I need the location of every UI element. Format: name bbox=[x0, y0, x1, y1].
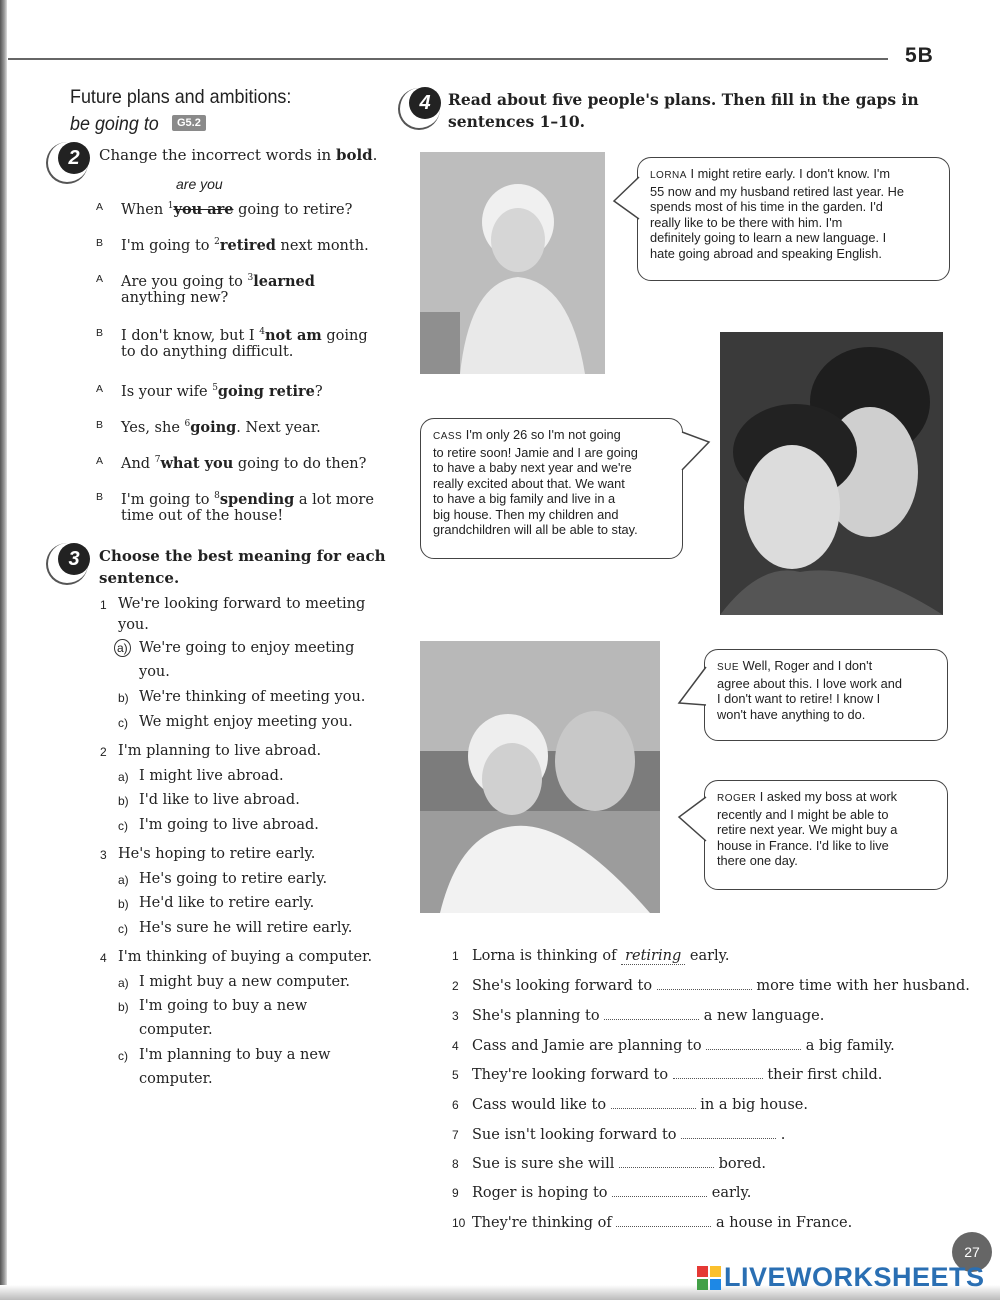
dialogue-text: When bbox=[121, 201, 168, 218]
incorrect-words: you are bbox=[173, 200, 234, 218]
dialogue-text: I don't know, but I bbox=[121, 327, 260, 344]
sentence-number: 9 bbox=[452, 1186, 459, 1200]
incorrect-words: not am bbox=[265, 326, 322, 344]
answer-gap-filled[interactable]: retiring bbox=[621, 948, 685, 965]
section-title: Future plans and ambitions: bbox=[70, 86, 292, 108]
question-text: We're looking forward to meeting bbox=[118, 596, 366, 612]
gap-number: 6 bbox=[184, 419, 191, 429]
sentence-number: 6 bbox=[452, 1098, 459, 1112]
sentence-text: She's looking forward to bbox=[472, 978, 657, 994]
dialogue-text: ? bbox=[314, 383, 323, 400]
sentence-text: Sue isn't looking forward to bbox=[472, 1127, 682, 1143]
bubble-text-line bbox=[433, 445, 670, 461]
fill-sentence bbox=[452, 1065, 882, 1085]
bubble-text-line bbox=[717, 807, 935, 823]
grammar-reference-badge: G5.2 bbox=[172, 115, 206, 131]
dialogue-speaker: A bbox=[96, 455, 104, 467]
bubble-text-line bbox=[650, 230, 937, 246]
sentence-text: Sue is sure she will bbox=[472, 1156, 619, 1172]
speech-bubble-tail bbox=[612, 175, 640, 223]
sentence-text: They're looking forward to bbox=[472, 1067, 673, 1083]
sentence-number: 8 bbox=[452, 1157, 459, 1171]
bubble-text-line bbox=[433, 476, 670, 492]
photo-lorna-figure bbox=[420, 152, 605, 374]
bubble-text-line bbox=[650, 215, 937, 231]
option-text[interactable]: We're thinking of meeting you. bbox=[139, 689, 366, 705]
speaker-name: ROGER bbox=[717, 793, 757, 804]
liveworksheets-logo-icon bbox=[697, 1266, 721, 1290]
gap-number: 7 bbox=[154, 455, 161, 465]
option-text-continuation[interactable]: computer. bbox=[139, 1070, 213, 1087]
bubble-text-line bbox=[717, 707, 935, 723]
sentence-text: bored. bbox=[713, 1156, 766, 1172]
exercise-3-number: 3 bbox=[58, 543, 90, 575]
answer-gap[interactable] bbox=[604, 1007, 699, 1020]
sentence-text: a new language. bbox=[699, 1008, 825, 1024]
gap-number: 2 bbox=[214, 237, 220, 247]
gap-number: 4 bbox=[259, 327, 266, 337]
bubble-text: I don't want to retire! I know I bbox=[717, 691, 881, 706]
dialogue-text: I'm going to bbox=[121, 237, 215, 254]
sentence-text: Cass would like to bbox=[472, 1097, 611, 1113]
bubble-text: hate going abroad and speaking English. bbox=[650, 245, 882, 261]
sentence-text: more time with her husband. bbox=[751, 978, 970, 994]
bubble-text: I might retire early. I don't know. I'm bbox=[690, 166, 891, 181]
bubble-text: definitely going to learn a new language. I bbox=[650, 230, 887, 245]
dialogue-line bbox=[121, 196, 352, 220]
option-letter[interactable]: c) bbox=[118, 818, 128, 833]
answer-gap[interactable] bbox=[612, 1184, 707, 1197]
gap-number: 3 bbox=[247, 273, 254, 283]
sentence-text: Roger is hoping to bbox=[472, 1185, 613, 1201]
bubble-text-line bbox=[650, 246, 937, 262]
bubble-text-line bbox=[717, 789, 935, 807]
speaker-name: LORNA bbox=[650, 170, 687, 181]
option-letter[interactable]: b) bbox=[118, 691, 129, 705]
photo-cass-jamie bbox=[720, 332, 943, 615]
option-text[interactable]: I might buy a new computer. bbox=[139, 973, 350, 990]
unit-code: 5B bbox=[905, 44, 934, 67]
speech-bubble-lorna bbox=[637, 157, 950, 281]
bubble-text-line bbox=[433, 507, 670, 523]
incorrect-words: going bbox=[190, 418, 237, 436]
incorrect-words: going retire bbox=[217, 382, 315, 400]
option-text[interactable]: I'd like to live abroad. bbox=[139, 792, 300, 808]
sentence-number: 5 bbox=[452, 1068, 459, 1082]
sentence-text: early. bbox=[707, 1185, 752, 1201]
exercise-4-number: 4 bbox=[409, 87, 441, 119]
answer-gap[interactable] bbox=[619, 1155, 714, 1168]
option-text[interactable]: I'm going to live abroad. bbox=[139, 816, 319, 833]
sentence-number: 7 bbox=[452, 1128, 459, 1142]
fill-sentence bbox=[452, 1154, 766, 1174]
sentence-number: 2 bbox=[452, 979, 459, 993]
question-text: I'm planning to live abroad. bbox=[118, 742, 322, 759]
gap-number: 8 bbox=[214, 491, 220, 501]
question-number: 4 bbox=[100, 950, 107, 965]
bubble-text: to have a baby next year and we're bbox=[433, 460, 632, 475]
incorrect-words: retired bbox=[219, 236, 276, 254]
sentence-text: a house in France. bbox=[711, 1215, 853, 1231]
liveworksheets-watermark: LIVEWORKSHEETS bbox=[724, 1262, 985, 1292]
dialogue-line bbox=[121, 414, 321, 438]
speaker-name: SUE bbox=[717, 662, 740, 673]
bubble-text: house in France. I'd like to live bbox=[717, 837, 889, 853]
option-letter[interactable]: b) bbox=[118, 1000, 129, 1014]
bubble-text: Well, Roger and I don't bbox=[742, 658, 873, 673]
bubble-text: there one day. bbox=[717, 853, 798, 868]
fill-sentence bbox=[452, 1183, 751, 1203]
bubble-text: spends most of his time in the garden. I'd bbox=[650, 199, 883, 214]
dialogue-line bbox=[121, 450, 366, 474]
speech-bubble-tail bbox=[677, 795, 707, 845]
dialogue-line bbox=[121, 232, 369, 256]
bubble-text: to retire soon! Jamie and I are going bbox=[433, 444, 638, 460]
sentence-text: She's planning to bbox=[472, 1008, 605, 1024]
bubble-text-line bbox=[433, 522, 670, 538]
question-number: 2 bbox=[100, 744, 107, 759]
incorrect-words: learned bbox=[253, 272, 315, 290]
sentence-number: 1 bbox=[452, 949, 459, 963]
incorrect-words: spending bbox=[219, 490, 295, 508]
option-text[interactable]: I'm planning to buy a new bbox=[139, 1047, 331, 1063]
section-subtitle: be going to bbox=[70, 113, 159, 135]
sentence-number: 4 bbox=[452, 1039, 459, 1053]
dialogue-speaker: B bbox=[96, 491, 104, 503]
question-text: I'm thinking of buying a computer. bbox=[118, 948, 373, 965]
sentence-text: in a big house. bbox=[695, 1097, 808, 1113]
question-text: He's hoping to retire early. bbox=[118, 845, 316, 862]
option-text[interactable]: I might live abroad. bbox=[139, 767, 284, 784]
answer-gap[interactable] bbox=[706, 1037, 801, 1050]
dialogue-text: And bbox=[121, 455, 155, 472]
speech-bubble-tail bbox=[677, 665, 707, 711]
dialogue-text: going to retire? bbox=[233, 201, 353, 218]
dialogue-speaker: A bbox=[96, 383, 104, 395]
option-text[interactable]: He's going to retire early. bbox=[139, 870, 328, 887]
bubble-text: grandchildren will all be able to stay. bbox=[433, 522, 638, 537]
page-number: 27 bbox=[952, 1232, 992, 1272]
dialogue-speaker: A bbox=[96, 273, 104, 285]
bubble-text: retire next year. We might buy a bbox=[717, 822, 898, 837]
bubble-text-line bbox=[717, 658, 935, 676]
bubble-text-line bbox=[717, 822, 935, 838]
photo-lorna bbox=[420, 152, 605, 374]
option-letter[interactable]: c) bbox=[118, 921, 128, 936]
answer-gap[interactable] bbox=[673, 1066, 763, 1079]
photo-sue-roger bbox=[420, 641, 660, 913]
exercise-2-number: 2 bbox=[58, 142, 90, 174]
speech-bubble-tail bbox=[681, 430, 711, 476]
answer-gap[interactable] bbox=[657, 977, 752, 990]
bubble-text-line bbox=[717, 676, 935, 692]
handwritten-correction: are you bbox=[176, 176, 223, 192]
speech-bubble-roger bbox=[704, 780, 948, 890]
dialogue-speaker: A bbox=[96, 201, 104, 213]
dialogue-text: a lot more bbox=[294, 491, 374, 508]
sentence-text: early. bbox=[685, 948, 730, 964]
sentence-text: . bbox=[776, 1127, 786, 1143]
fill-sentence bbox=[452, 1213, 852, 1233]
bubble-text-line bbox=[650, 199, 937, 215]
speech-bubble-cass bbox=[420, 418, 683, 559]
sentence-text: They're thinking of bbox=[472, 1215, 617, 1231]
bubble-text: agree about this. I love work and bbox=[717, 675, 902, 691]
gap-number: 1 bbox=[167, 201, 174, 211]
question-number: 3 bbox=[100, 847, 107, 862]
dialogue-text: Are you going to bbox=[121, 273, 248, 290]
question-text-continuation: you. bbox=[118, 617, 149, 633]
option-letter[interactable]: c) bbox=[118, 1049, 128, 1063]
bubble-text-line bbox=[433, 460, 670, 476]
question-number: 1 bbox=[100, 598, 107, 612]
gap-number: 5 bbox=[212, 383, 218, 393]
option-text[interactable]: We might enjoy meeting you. bbox=[139, 713, 353, 730]
dialogue-text: next month. bbox=[275, 237, 369, 254]
option-text[interactable]: We're going to enjoy meeting bbox=[139, 640, 355, 656]
dialogue-line-continuation: anything new? bbox=[121, 290, 229, 306]
speech-bubble-sue bbox=[704, 649, 948, 741]
sentence-text: a big family. bbox=[801, 1038, 895, 1054]
sentence-number: 10 bbox=[452, 1216, 466, 1230]
bubble-text: big house. Then my children and bbox=[433, 506, 619, 522]
bubble-text-line bbox=[650, 184, 937, 200]
exercise-3-instruction-line2: sentence. bbox=[99, 569, 180, 587]
bubble-text-line bbox=[717, 853, 935, 869]
photo-sue-roger-figure bbox=[420, 641, 660, 913]
bubble-text-line bbox=[433, 491, 670, 507]
speaker-name: CASS bbox=[433, 431, 463, 442]
dialogue-line-continuation: time out of the house! bbox=[121, 508, 284, 524]
sentence-text: Cass and Jamie are planning to bbox=[472, 1038, 707, 1054]
exercise-4-instruction-line2: sentences 1–10. bbox=[448, 112, 586, 131]
exercise-4-instruction-line1: Read about five people's plans. Then fill in the gaps in bbox=[448, 90, 919, 109]
dialogue-line-continuation: to do anything difficult. bbox=[121, 344, 294, 360]
fill-sentence bbox=[452, 1095, 808, 1115]
dialogue-text: . Next year. bbox=[236, 419, 321, 436]
exercise-2-instruction: Change the incorrect words in bold. bbox=[99, 146, 378, 164]
option-text[interactable]: He'd like to retire early. bbox=[139, 895, 315, 911]
fill-sentence bbox=[452, 1006, 824, 1026]
option-letter[interactable]: c) bbox=[118, 715, 128, 730]
answer-gap[interactable] bbox=[616, 1214, 711, 1227]
dialogue-speaker: B bbox=[96, 327, 104, 339]
fill-sentence bbox=[452, 976, 970, 996]
bubble-text-line bbox=[717, 691, 935, 707]
option-letter[interactable]: a) bbox=[114, 639, 131, 657]
bubble-text-line bbox=[650, 166, 937, 184]
option-text-continuation[interactable]: computer. bbox=[139, 1021, 213, 1038]
option-text[interactable]: He's sure he will retire early. bbox=[139, 919, 353, 936]
dialogue-text: going bbox=[321, 327, 368, 344]
option-letter[interactable]: a) bbox=[118, 872, 129, 887]
exercise-3-instruction-line1: Choose the best meaning for each bbox=[99, 547, 386, 565]
fill-sentence bbox=[452, 1125, 785, 1145]
bubble-text-line bbox=[433, 427, 670, 445]
option-letter[interactable]: a) bbox=[118, 769, 129, 784]
header-rule bbox=[8, 58, 888, 60]
bubble-text: I'm only 26 so I'm not going bbox=[465, 427, 621, 442]
bubble-text-line bbox=[717, 838, 935, 854]
dialogue-speaker: B bbox=[96, 237, 104, 249]
sentence-text: their first child. bbox=[762, 1067, 883, 1083]
sentence-text: Lorna is thinking of bbox=[472, 948, 622, 964]
bubble-text: recently and I might be able to bbox=[717, 806, 889, 822]
dialogue-text: Is your wife bbox=[121, 383, 213, 400]
option-text[interactable]: I'm going to buy a new bbox=[139, 998, 308, 1014]
option-letter[interactable]: a) bbox=[118, 975, 129, 990]
dialogue-text: I'm going to bbox=[121, 491, 215, 508]
option-letter[interactable]: b) bbox=[118, 897, 129, 911]
page-binding-edge bbox=[0, 0, 7, 1300]
sentence-number: 3 bbox=[452, 1009, 459, 1023]
answer-gap[interactable] bbox=[681, 1126, 776, 1139]
dialogue-line bbox=[121, 378, 323, 402]
bubble-text: really like to be there with him. I'm bbox=[650, 214, 843, 230]
option-letter[interactable]: b) bbox=[118, 794, 129, 808]
dialogue-text: going to do then? bbox=[233, 455, 367, 472]
bubble-text: won't have anything to do. bbox=[717, 706, 866, 722]
bubble-text: to have a big family and live in a bbox=[433, 491, 616, 506]
bubble-text: 55 now and my husband retired last year. He bbox=[650, 183, 904, 199]
bubble-text: really excited about that. We want bbox=[433, 475, 625, 491]
bubble-text: I asked my boss at work bbox=[759, 789, 897, 804]
photo-cass-jamie-figure bbox=[720, 332, 943, 615]
fill-sentence bbox=[452, 946, 730, 966]
dialogue-text: Yes, she bbox=[121, 419, 185, 436]
option-text-continuation[interactable]: you. bbox=[139, 663, 170, 680]
answer-gap[interactable] bbox=[611, 1096, 696, 1109]
fill-sentence bbox=[452, 1036, 895, 1056]
incorrect-words: what you bbox=[160, 454, 234, 472]
dialogue-speaker: B bbox=[96, 419, 104, 431]
